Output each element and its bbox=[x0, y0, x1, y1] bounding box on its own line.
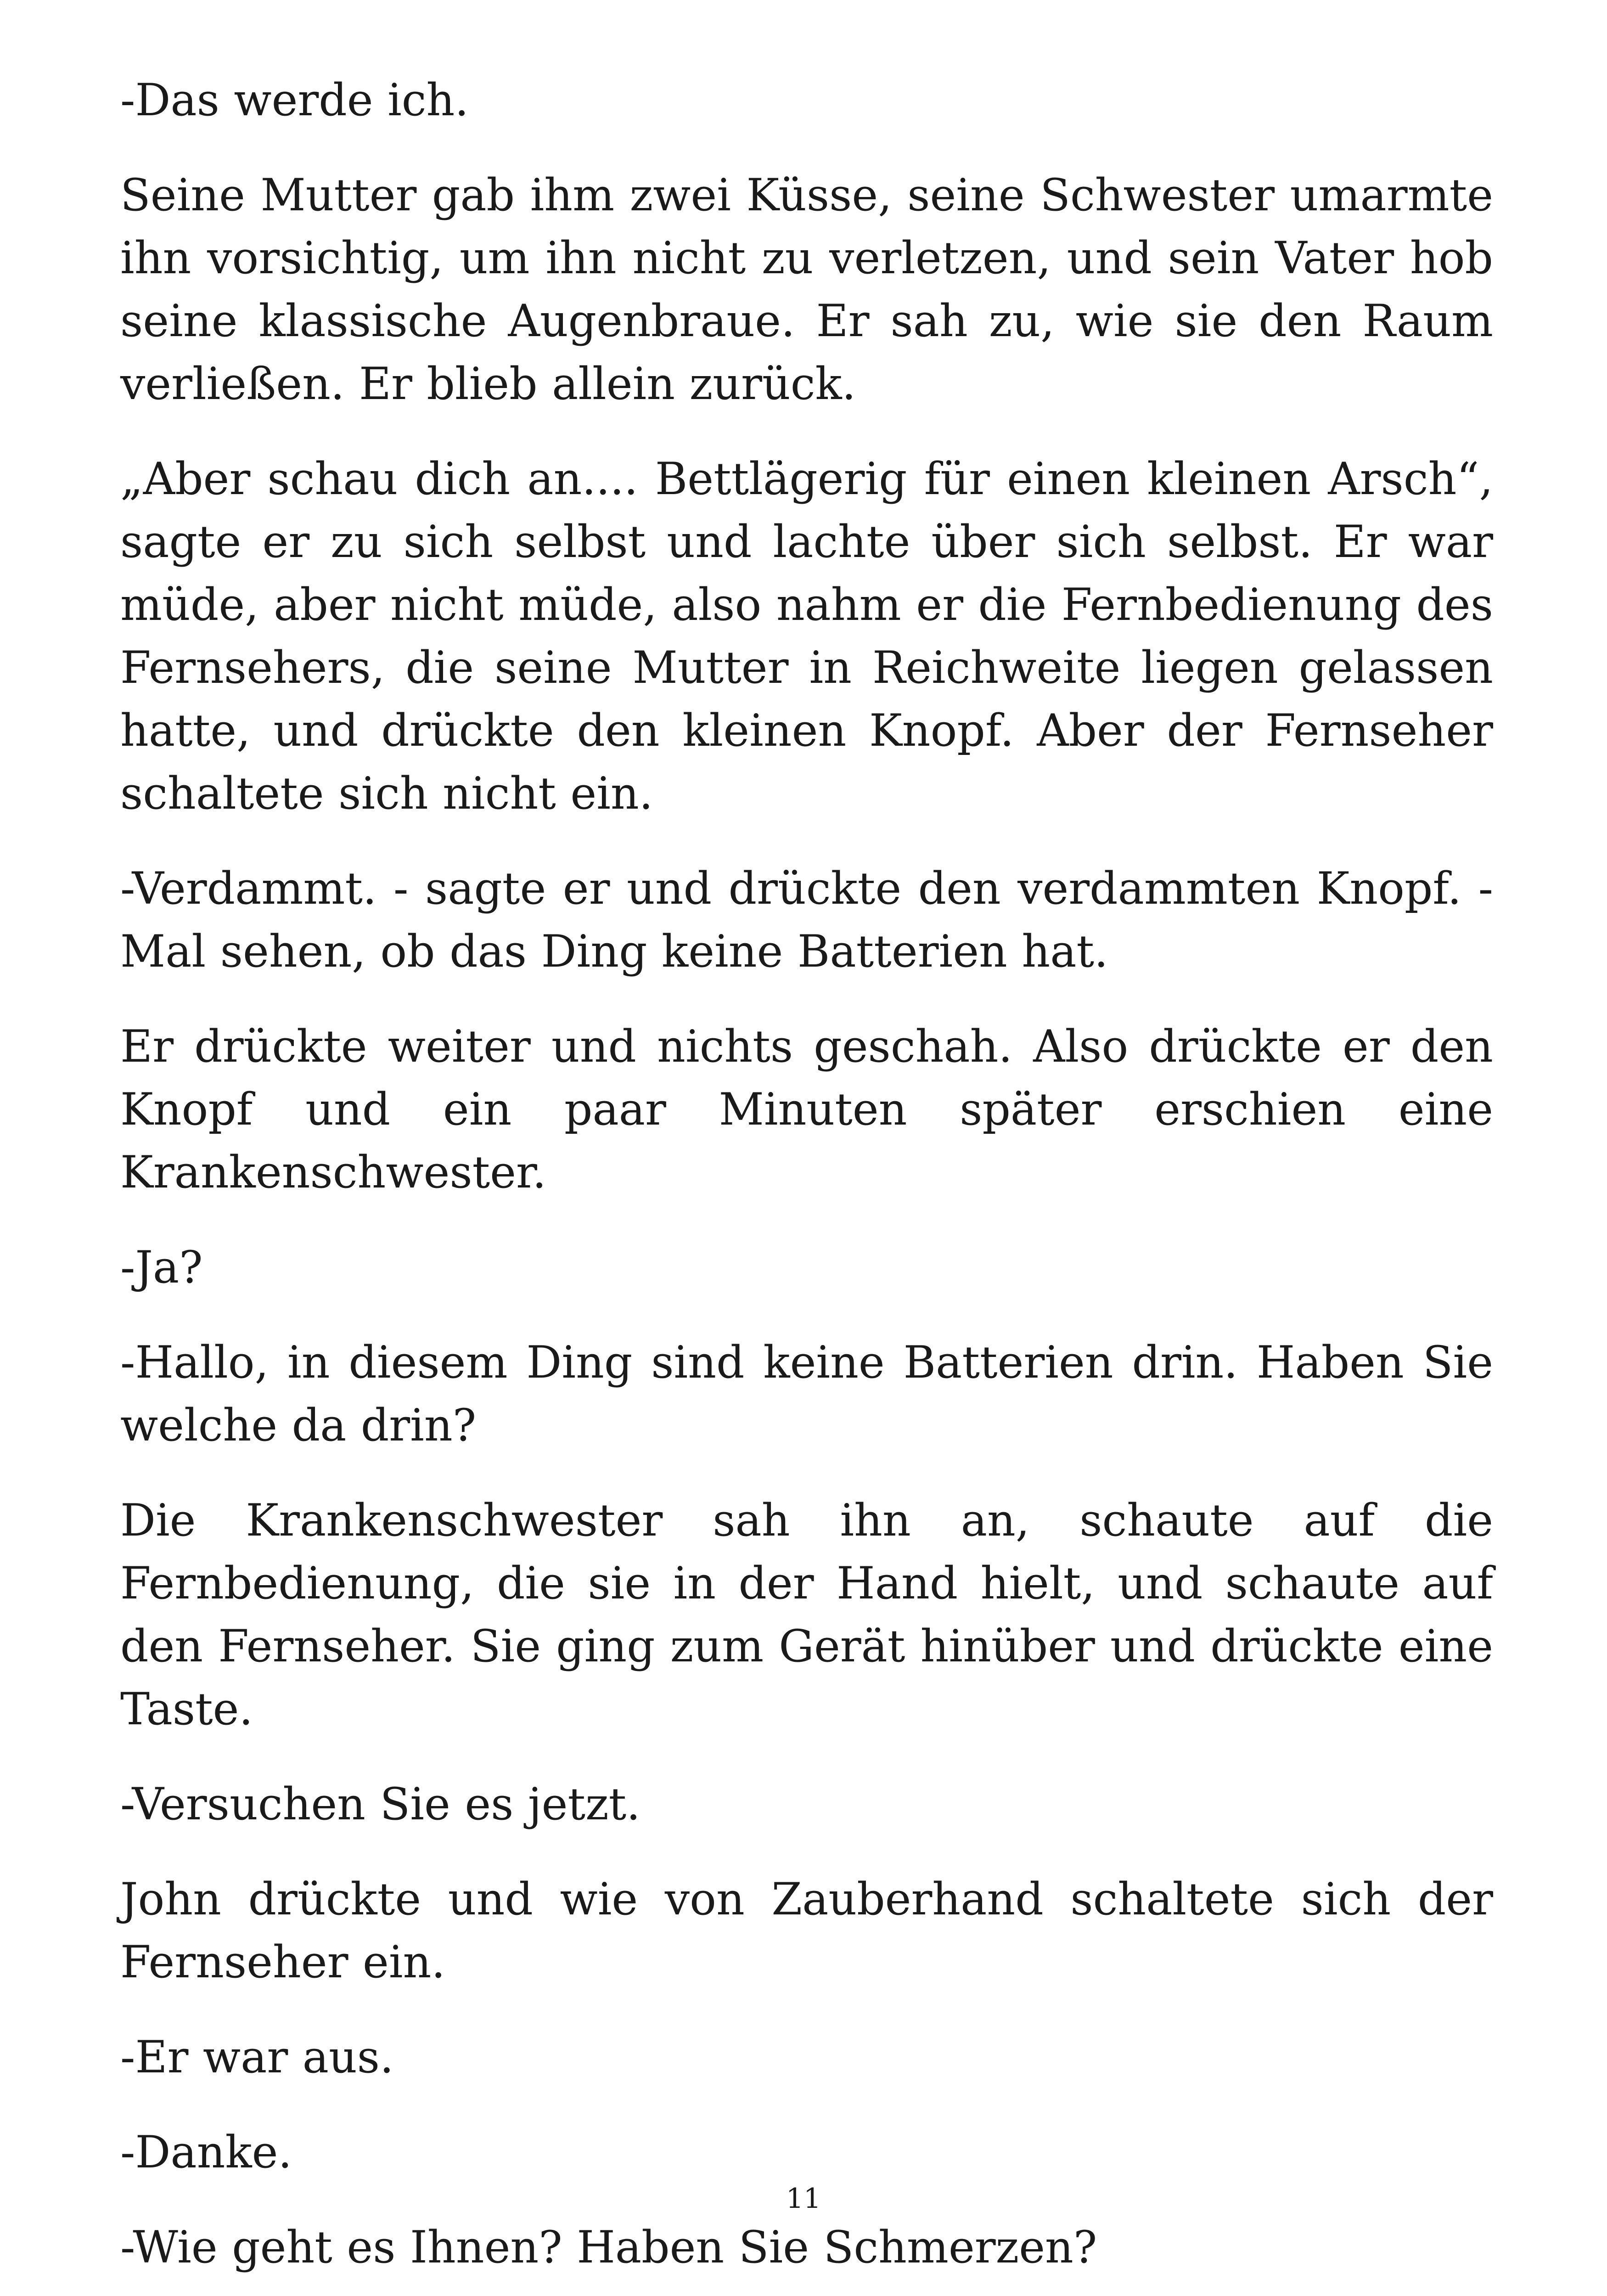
paragraph-narration: Die Krankenschwester sah ihn an, schaute auf die Fernbedienung, die sie in der Hand hielt, und schaute auf den Fernseher. Sie ging zum Gerät hinüber und drückte eine Taste. bbox=[120, 1495, 1493, 1735]
paragraph-dialogue: -Hallo, in diesem Ding sind keine Batterien drin. Haben Sie welche da drin? bbox=[120, 1337, 1493, 1451]
paragraph-dialogue: -Wie geht es Ihnen? Haben Sie Schmerzen? bbox=[120, 2222, 1097, 2273]
body-text bbox=[120, 69, 1493, 2296]
page-number: 11 bbox=[786, 2183, 821, 2215]
paragraph-narration: „Aber schau dich an.... Bettlägerig für einen kleinen Arsch“, sagte er zu sich selbst und lachte über sich selbst. Er war müde, aber nicht müde, also nahm er die Fernbedienung des Fernsehers, die seine Mutter in Reichweite liegen gelassen hatte, und drückte den kleinen Knopf. Aber der Fernseher schaltete sich nicht ein. bbox=[120, 453, 1493, 819]
paragraph-dialogue: -Er war aus. bbox=[120, 2032, 394, 2083]
paragraph-dialogue: -Ja? bbox=[120, 1242, 203, 1293]
paragraph-dialogue: -Verdammt. - sagte er und drückte den verdammten Knopf. - Mal sehen, ob das Ding keine Batterien hat. bbox=[120, 863, 1493, 977]
paragraph-dialogue: -Danke. bbox=[120, 2127, 292, 2178]
paragraph-narration: Seine Mutter gab ihm zwei Küsse, seine Schwester umarmte ihn vorsichtig, um ihn nicht zu verletzen, und sein Vater hob seine klassische Augenbraue. Er sah zu, wie sie den Raum verließen. Er blieb allein zurück. bbox=[120, 169, 1493, 410]
paragraph-dialogue: -Das werde ich. bbox=[120, 74, 469, 126]
paragraph-narration: John drückte und wie von Zauberhand schaltete sich der Fernseher ein. bbox=[120, 1874, 1493, 1988]
paragraph-narration: Er drückte weiter und nichts geschah. Also drückte er den Knopf und ein paar Minuten später erschien eine Krankenschwester. bbox=[120, 1021, 1493, 1198]
paragraph-dialogue: -Versuchen Sie es jetzt. bbox=[120, 1778, 641, 1830]
